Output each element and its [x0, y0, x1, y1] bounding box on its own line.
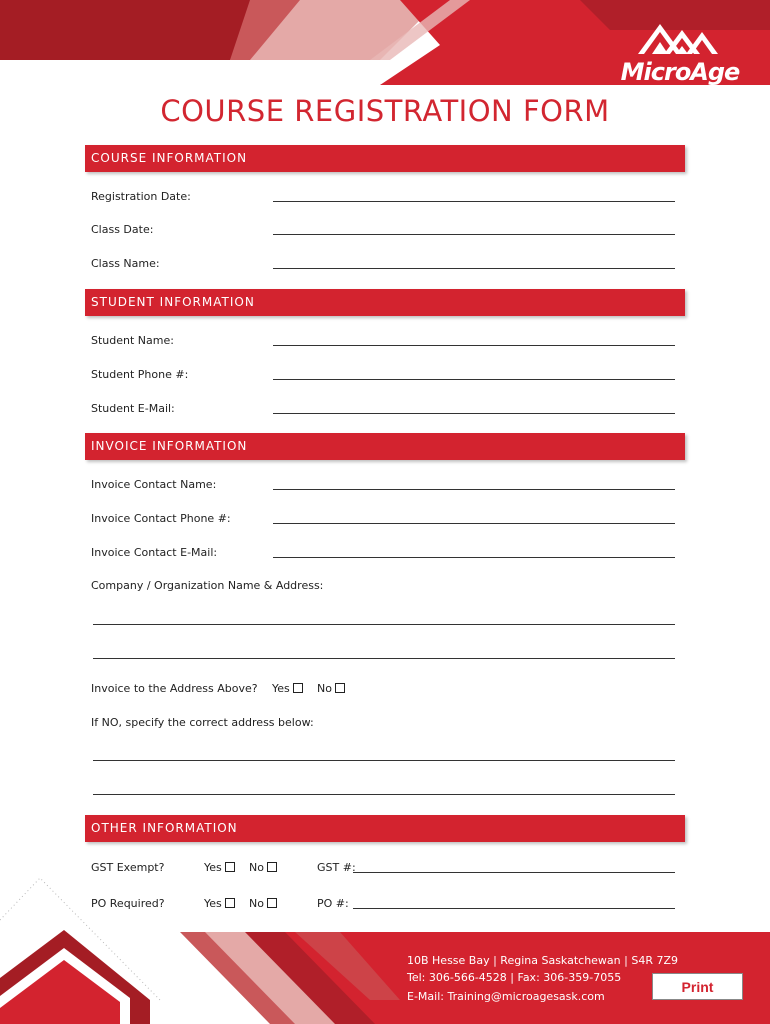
section-title: STUDENT INFORMATION [91, 295, 255, 309]
student-phone-field[interactable] [273, 379, 675, 380]
section-title: COURSE INFORMATION [91, 151, 248, 165]
alternate-address-line-2[interactable] [93, 794, 675, 795]
yes-checkbox[interactable] [293, 683, 303, 693]
invoice-contact-email-field[interactable] [273, 557, 675, 558]
company-address-line-1[interactable] [93, 624, 675, 625]
invoice-contact-phone-field[interactable] [273, 523, 675, 524]
po-number-field[interactable] [353, 908, 675, 909]
class-date-label: Class Date: [91, 223, 154, 236]
section-title: OTHER INFORMATION [91, 821, 238, 835]
no-checkbox[interactable] [267, 898, 277, 908]
po-no-option[interactable] [249, 897, 277, 910]
invoice-contact-phone-label: Invoice Contact Phone #: [91, 512, 231, 525]
footer-email: E-Mail: Training@microagesask.com [407, 990, 605, 1003]
invoice-address-no-option[interactable] [317, 682, 345, 695]
invoice-contact-name-field[interactable] [273, 489, 675, 490]
class-name-field[interactable] [273, 268, 675, 269]
alternate-address-line-1[interactable] [93, 760, 675, 761]
no-checkbox[interactable] [267, 862, 277, 872]
other-information-header [85, 815, 685, 842]
section-title: INVOICE INFORMATION [91, 439, 248, 453]
po-yes-option[interactable] [204, 897, 235, 910]
no-label: No [249, 861, 264, 874]
invoice-address-yes-option[interactable] [272, 682, 303, 695]
yes-label: Yes [204, 861, 222, 874]
student-information-header [85, 289, 685, 316]
class-name-label: Class Name: [91, 257, 160, 270]
student-name-label: Student Name: [91, 334, 174, 347]
invoice-contact-email-label: Invoice Contact E-Mail: [91, 546, 218, 559]
student-email-field[interactable] [273, 413, 675, 414]
invoice-information-header [85, 433, 685, 460]
company-address-line-2[interactable] [93, 658, 675, 659]
po-required-label: PO Required? [91, 897, 165, 910]
yes-checkbox[interactable] [225, 862, 235, 872]
student-phone-label: Student Phone #: [91, 368, 189, 381]
print-button[interactable]: Print [652, 973, 743, 1000]
company-address-label: Company / Organization Name & Address: [91, 579, 324, 592]
yes-label: Yes [204, 897, 222, 910]
gst-yes-option[interactable] [204, 861, 235, 874]
gst-number-field[interactable] [353, 872, 675, 873]
yes-checkbox[interactable] [225, 898, 235, 908]
footer-address: 10B Hesse Bay | Regina Saskatchewan | S4R 7Z9 [407, 954, 678, 967]
footer-phone: Tel: 306-566-4528 | Fax: 306-359-7055 [407, 971, 622, 984]
class-date-field[interactable] [273, 234, 675, 235]
yes-label: Yes [272, 682, 290, 695]
page-title: COURSE REGISTRATION FORM [160, 94, 610, 128]
registration-date-label: Registration Date: [91, 190, 191, 203]
no-label: No [249, 897, 264, 910]
logo-text: MicroAge [620, 58, 740, 86]
student-name-field[interactable] [273, 345, 675, 346]
po-number-label: PO #: [317, 897, 349, 910]
invoice-contact-name-label: Invoice Contact Name: [91, 478, 217, 491]
microage-logo [618, 18, 742, 88]
gst-number-label: GST #: [317, 861, 356, 874]
course-information-header [85, 145, 685, 172]
invoice-address-question: Invoice to the Address Above? [91, 682, 258, 695]
gst-no-option[interactable] [249, 861, 277, 874]
if-no-address-label: If NO, specify the correct address below: [91, 716, 314, 729]
no-checkbox[interactable] [335, 683, 345, 693]
registration-date-field[interactable] [273, 201, 675, 202]
student-email-label: Student E-Mail: [91, 402, 175, 415]
gst-exempt-label: GST Exempt? [91, 861, 165, 874]
no-label: No [317, 682, 332, 695]
microage-logo-mark-icon [618, 18, 742, 58]
